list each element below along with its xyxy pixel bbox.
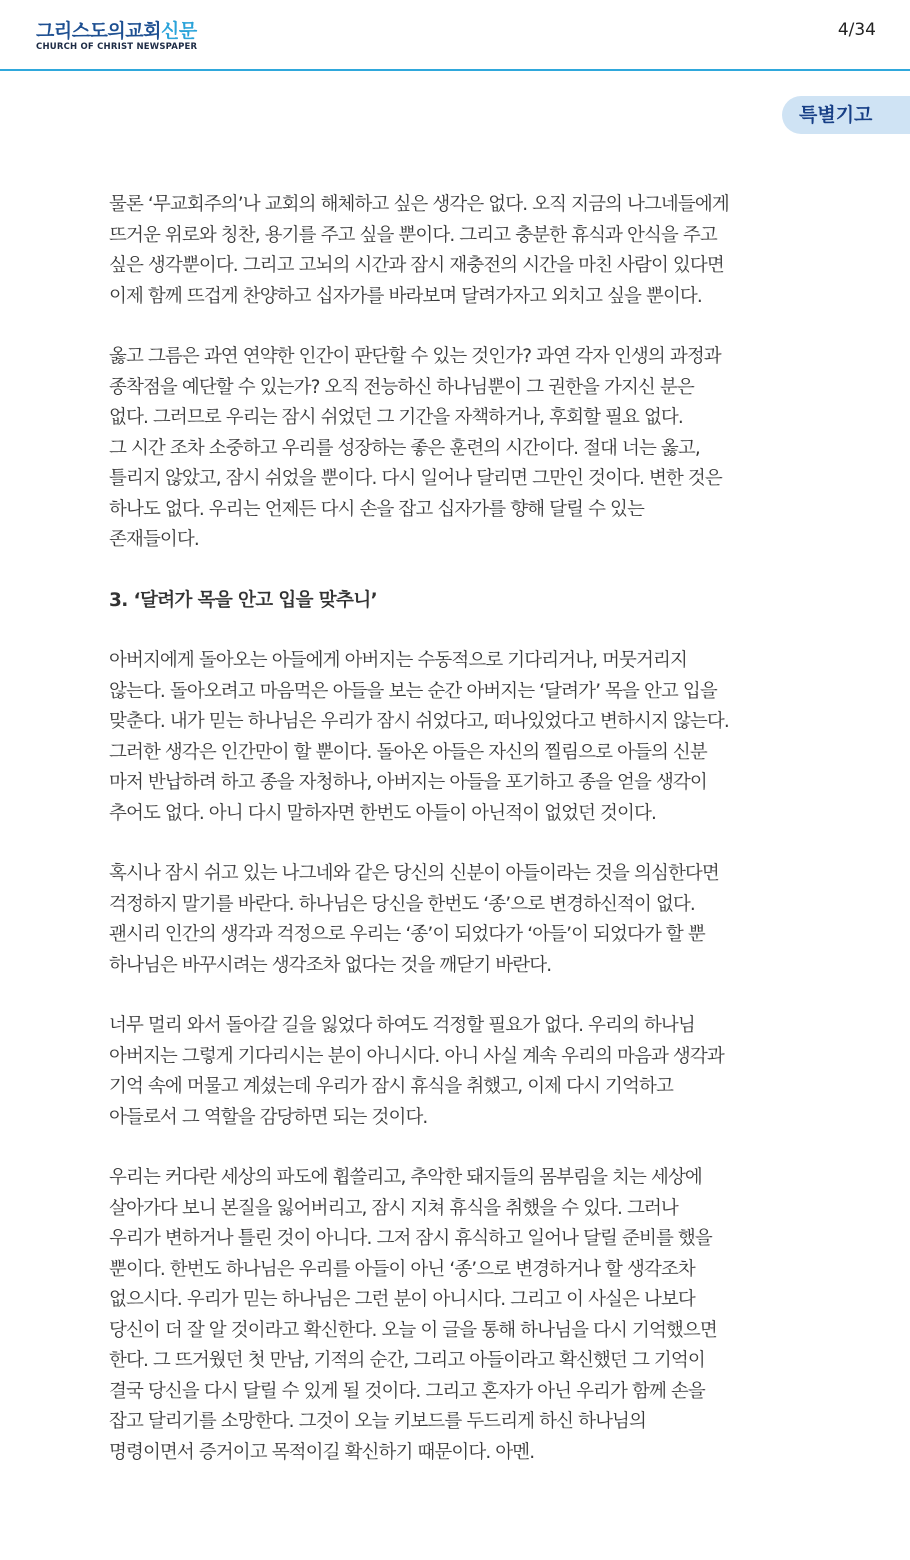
text-line: 종착점을 예단할 수 있는가? 오직 전능하신 하나님뿐이 그 권한을 가지신 분은: [109, 376, 694, 398]
text-line: 않는다. 돌아오려고 마음먹은 아들을 보는 순간 아버지는 ‘달려가’ 목을 안고 입을: [109, 680, 717, 702]
paragraph: [109, 342, 809, 556]
text-line: 하나도 없다. 우리는 언제든 다시 손을 잡고 십자가를 향해 달릴 수 있는: [109, 498, 644, 520]
text-line: 당신이 더 잘 알 것이라고 확신한다. 오늘 이 글을 통해 하나님을 다시 기억했으면: [109, 1319, 717, 1341]
article-paragraphs-part1: [109, 190, 809, 556]
text-line: 혹시나 잠시 쉬고 있는 나그네와 같은 당신의 신분이 아들이라는 것을 의심한다면: [109, 863, 719, 884]
logo-english-title: CHURCH OF CHRIST NEWSPAPER: [36, 42, 198, 52]
text-line: 그 시간 조차 소중하고 우리를 성장하는 좋은 훈련의 시간이다. 절대 너는 옳고,: [109, 437, 700, 459]
text-line: 틀리지 않았고, 잠시 쉬었을 뿐이다. 다시 일어나 달리면 그만인 것이다. 변한 것은: [109, 468, 722, 489]
article-paragraphs-part2: [109, 646, 809, 1468]
page-header: [0, 0, 910, 71]
text-line: 맞춘다. 내가 믿는 하나님은 우리가 잠시 쉬었다고, 떠나있었다고 변하시지 않는다.: [109, 711, 729, 732]
text-line: 아들로서 그 역할을 감당하면 되는 것이다.: [109, 1106, 428, 1128]
text-line: 물론 ‘무교회주의’나 교회의 해체하고 싶은 생각은 없다. 오직 지금의 나그네들에게: [109, 194, 729, 215]
text-line: 아버지에게 돌아오는 아들에게 아버지는 수동적으로 기다리거나, 머뭇거리지: [109, 650, 687, 671]
section-subheading: 3. ‘달려가 목을 안고 입을 맞추니’: [109, 589, 378, 611]
text-line: 살아가다 보니 본질을 잃어버리고, 잠시 지쳐 휴식을 취했을 수 있다. 그러나: [109, 1197, 678, 1219]
text-line: 우리는 커다란 세상의 파도에 휩쓸리고, 추악한 돼지들의 몸부림을 치는 세상에: [109, 1167, 702, 1188]
newspaper-logo[interactable]: [36, 20, 197, 53]
paragraph: [109, 190, 809, 312]
text-line: 아버지는 그렇게 기다리시는 분이 아니시다. 아니 사실 계속 우리의 마음과 생각과: [109, 1045, 724, 1067]
text-line: 결국 당신을 다시 달릴 수 있게 될 것이다. 그리고 혼자가 아닌 우리가 함께 손을: [109, 1380, 705, 1402]
text-line: 그러한 생각은 인간만이 할 뿐이다. 돌아온 아들은 자신의 찔림으로 아들의 신분: [109, 741, 707, 763]
text-line: 옳고 그름은 과연 연약한 인간이 판단할 수 있는 것인가? 과연 각자 인생의 과정과: [109, 346, 721, 367]
article-body: [109, 190, 809, 1498]
paragraph: [109, 646, 809, 829]
text-line: 걱정하지 말기를 바란다. 하나님은 당신을 한번도 ‘종’으로 변경하신적이 없다.: [109, 893, 695, 915]
text-line: 너무 멀리 와서 돌아갈 길을 잃었다 하여도 걱정할 필요가 없다. 우리의 하나님: [109, 1015, 695, 1036]
text-line: 뿐이다. 한번도 하나님은 우리를 아들이 아닌 ‘종’으로 변경하거나 할 생각조차: [109, 1258, 695, 1280]
paragraph: [109, 859, 809, 981]
text-line: 하나님은 바꾸시려는 생각조차 없다는 것을 깨닫기 바란다.: [109, 954, 552, 976]
text-line: 이제 함께 뜨겁게 찬양하고 십자가를 바라보며 달려가자고 외치고 싶을 뿐이다.: [109, 285, 702, 307]
text-line: 명령이면서 증거이고 목적이길 확신하기 때문이다. 아멘.: [109, 1441, 535, 1463]
paragraph: [109, 1011, 809, 1133]
text-line: 괜시리 인간의 생각과 걱정으로 우리는 ‘종’이 되었다가 ‘아들’이 되었다가 할 뿐: [109, 924, 705, 945]
text-line: 존재들이다.: [109, 529, 199, 550]
text-line: 추어도 없다. 아니 다시 말하자면 한번도 아들이 아닌적이 없었던 것이다.: [109, 802, 656, 824]
text-line: 기억 속에 머물고 계셨는데 우리가 잠시 휴식을 취했고, 이제 다시 기억하고: [109, 1076, 673, 1097]
logo-korean-title: 그리스도의교회신문: [36, 20, 197, 42]
text-line: 뜨거운 위로와 칭찬, 용기를 주고 싶을 뿐이다. 그리고 충분한 휴식과 안식을 주고: [109, 224, 717, 246]
text-line: 싶은 생각뿐이다. 그리고 고뇌의 시간과 잠시 재충전의 시간을 마친 사람이 있다면: [109, 255, 724, 276]
text-line: 마저 반납하려 하고 종을 자청하나, 아버지는 아들을 포기하고 종을 얻을 생각이: [109, 772, 707, 793]
section-tag: 특별기고: [782, 96, 910, 134]
text-line: 없으시다. 우리가 믿는 하나님은 그런 분이 아니시다. 그리고 이 사실은 나보다: [109, 1289, 695, 1310]
text-line: 한다. 그 뜨거웠던 첫 만남, 기적의 순간, 그리고 아들이라고 확신했던 그 기억이: [109, 1350, 705, 1371]
text-line: 잡고 달리기를 소망한다. 그것이 오늘 키보드를 두드리게 하신 하나님의: [109, 1411, 646, 1432]
paragraph: [109, 1163, 809, 1468]
text-line: 우리가 변하거나 틀린 것이 아니다. 그저 잠시 휴식하고 일어나 달릴 준비를 했을: [109, 1228, 712, 1249]
text-line: 없다. 그러므로 우리는 잠시 쉬었던 그 기간을 자책하거나, 후회할 필요 없다.: [109, 407, 683, 428]
page-number: 4/34: [837, 20, 876, 40]
